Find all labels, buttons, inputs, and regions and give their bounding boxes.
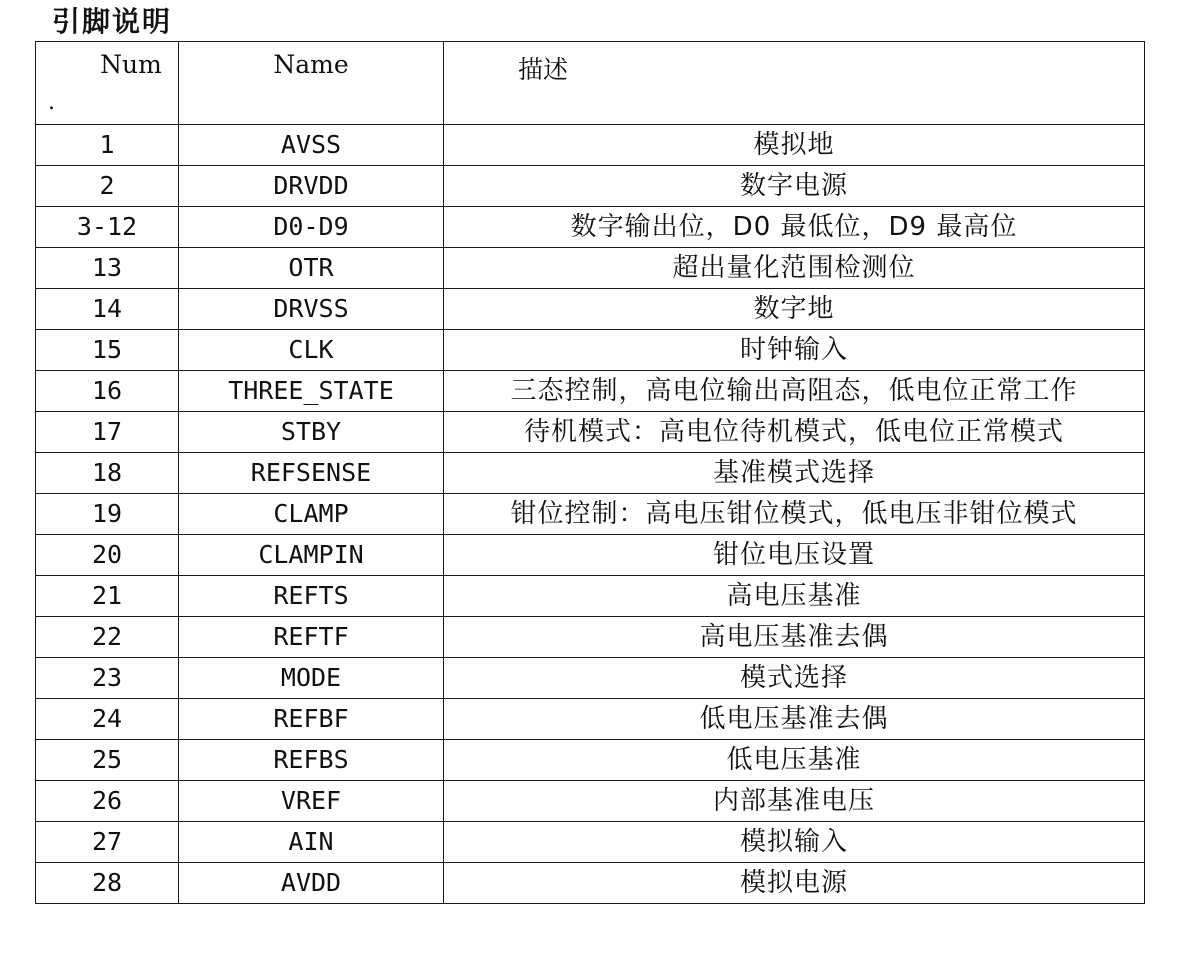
pin-number-cell: 16 [36, 371, 179, 412]
pin-description-cell: 低电压基准 [444, 740, 1145, 781]
pin-description-cell: 模式选择 [444, 658, 1145, 699]
pin-name-cell: CLK [179, 330, 444, 371]
pin-name-cell: AIN [179, 822, 444, 863]
pin-number-cell: 26 [36, 781, 179, 822]
table-row [36, 330, 1145, 371]
pin-name-cell: DRVSS [179, 289, 444, 330]
table-row [36, 699, 1145, 740]
table-row [36, 166, 1145, 207]
table-header [36, 42, 1145, 125]
pin-number-cell: 15 [36, 330, 179, 371]
pin-name-cell: STBY [179, 412, 444, 453]
page-title: 引脚说明 [52, 5, 173, 38]
pin-name-cell: REFBF [179, 699, 444, 740]
table-row [36, 863, 1145, 904]
table-row [36, 125, 1145, 166]
pin-description-cell: 数字输出位，D0 最低位，D9 最高位 [444, 207, 1145, 248]
pin-description-cell: 数字地 [444, 289, 1145, 330]
pin-number-cell: 19 [36, 494, 179, 535]
pin-number-cell: 27 [36, 822, 179, 863]
pin-name-cell: REFSENSE [179, 453, 444, 494]
pin-name-cell: REFTF [179, 617, 444, 658]
pin-number-cell: 21 [36, 576, 179, 617]
pin-number-cell: 18 [36, 453, 179, 494]
pin-number-cell: 14 [36, 289, 179, 330]
pin-name-cell: REFBS [179, 740, 444, 781]
pin-name-cell: D0-D9 [179, 207, 444, 248]
table-row [36, 248, 1145, 289]
table-row [36, 535, 1145, 576]
table-row [36, 822, 1145, 863]
header-row [36, 42, 1145, 125]
pin-number-cell: 20 [36, 535, 179, 576]
pin-name-cell: OTR [179, 248, 444, 289]
pin-description-cell: 时钟输入 [444, 330, 1145, 371]
pin-description-cell: 基准模式选择 [444, 453, 1145, 494]
pin-number-cell: 1 [36, 125, 179, 166]
pin-number-cell: 2 [36, 166, 179, 207]
table-row [36, 289, 1145, 330]
column-header-num-label: Num [100, 50, 162, 79]
column-header-desc [444, 42, 1145, 125]
pin-description-cell: 高电压基准 [444, 576, 1145, 617]
pin-description-cell: 模拟地 [444, 125, 1145, 166]
pin-number-cell: 17 [36, 412, 179, 453]
pin-description-cell: 模拟输入 [444, 822, 1145, 863]
column-header-desc-label: 描述 [518, 55, 569, 84]
pin-description-cell: 低电压基准去偶 [444, 699, 1145, 740]
pin-description-cell: 数字电源 [444, 166, 1145, 207]
pin-name-cell: AVDD [179, 863, 444, 904]
pin-number-cell: 23 [36, 658, 179, 699]
pin-description-cell: 高电压基准去偶 [444, 617, 1145, 658]
pin-name-cell: VREF [179, 781, 444, 822]
pin-number-cell: 3-12 [36, 207, 179, 248]
table-row [36, 576, 1145, 617]
pin-description-cell: 待机模式：高电位待机模式，低电位正常模式 [444, 412, 1145, 453]
pin-description-table [35, 41, 1145, 904]
pin-description-cell: 超出量化范围检测位 [444, 248, 1145, 289]
column-header-name [179, 42, 444, 125]
column-header-num-mark: . [48, 90, 55, 115]
pin-number-cell: 28 [36, 863, 179, 904]
pin-number-cell: 25 [36, 740, 179, 781]
column-header-num [36, 42, 179, 125]
table-body [36, 125, 1145, 904]
pin-number-cell: 24 [36, 699, 179, 740]
pin-name-cell: REFTS [179, 576, 444, 617]
pin-name-cell: DRVDD [179, 166, 444, 207]
column-header-name-label: Name [273, 50, 349, 79]
pin-number-cell: 22 [36, 617, 179, 658]
pin-name-cell: MODE [179, 658, 444, 699]
table-row [36, 740, 1145, 781]
table-row [36, 494, 1145, 535]
pin-name-cell: CLAMPIN [179, 535, 444, 576]
pin-number-cell: 13 [36, 248, 179, 289]
table-row [36, 781, 1145, 822]
table-row [36, 371, 1145, 412]
pin-description-cell: 钳位控制：高电压钳位模式，低电压非钳位模式 [444, 494, 1145, 535]
pin-description-cell: 三态控制，高电位输出高阻态，低电位正常工作 [444, 371, 1145, 412]
table-row [36, 617, 1145, 658]
table-row [36, 453, 1145, 494]
pin-name-cell: AVSS [179, 125, 444, 166]
table-row [36, 658, 1145, 699]
pin-description-cell: 钳位电压设置 [444, 535, 1145, 576]
table-row [36, 412, 1145, 453]
table-row [36, 207, 1145, 248]
pin-description-cell: 模拟电源 [444, 863, 1145, 904]
pin-name-cell: THREE_STATE [179, 371, 444, 412]
pin-name-cell: CLAMP [179, 494, 444, 535]
pin-description-cell: 内部基准电压 [444, 781, 1145, 822]
